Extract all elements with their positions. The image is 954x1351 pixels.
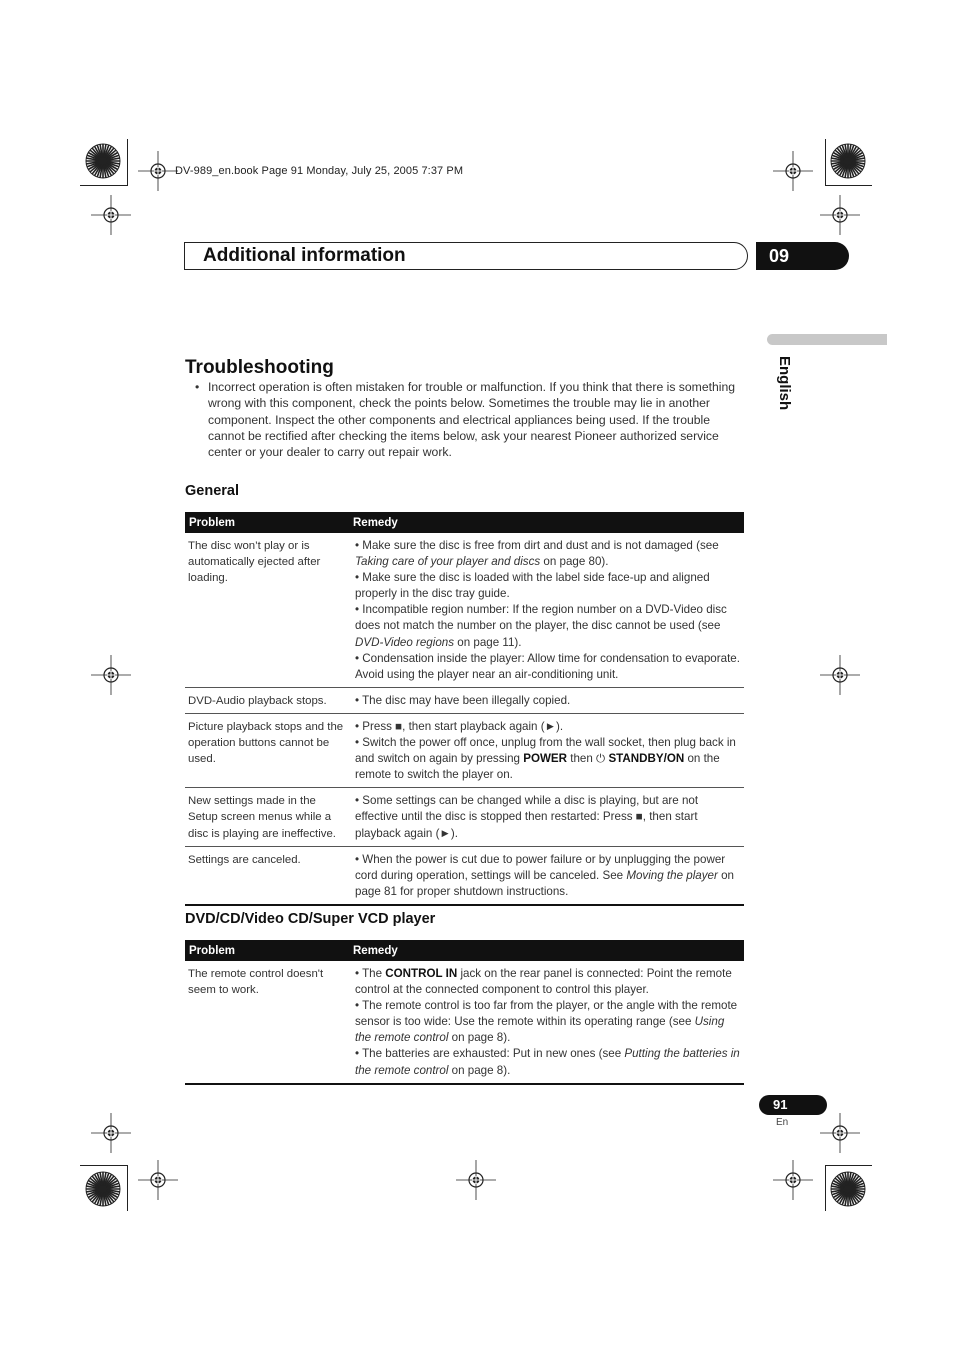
intro-text: Incorrect operation is often mistaken for trouble or malfunction. If you think that there is something wrong with this component, check the points below. Sometimes the trouble may lie in another component. Inspect the other components and electrical appliances being used. If the trouble cannot be rectified after checking the items below, ask your nearest Pioneer authorized service center or your dealer to carry out repair work. (208, 380, 736, 460)
remedy-cell (349, 687, 744, 713)
registration-mark-icon (773, 151, 813, 191)
registration-mark-icon (91, 1113, 131, 1153)
remedy-cell (349, 961, 744, 1084)
remedy-item: • Condensation inside the player: Allow time for condensation to evaporate. Avoid using the player near an air-conditioning unit. (355, 651, 740, 681)
problem-cell: New settings made in the Setup screen menus while a disc is playing are ineffective. (185, 788, 349, 846)
problem-cell: Settings are canceled. (185, 846, 349, 905)
general-heading: General (185, 483, 239, 499)
column-header-problem: Problem (185, 512, 349, 533)
remedy-item: • Make sure the disc is free from dirt and dust and is not damaged (see Taking care of your player and discs on page 80). (355, 539, 719, 569)
chapter-title: Additional information (203, 245, 406, 266)
problem-cell: DVD-Audio playback stops. (185, 687, 349, 713)
remedy-item: • Press ■, then start playback again (►). (355, 719, 564, 733)
registration-mark-icon (138, 1160, 178, 1200)
remedy-item: • Some settings can be changed while a disc is playing, but are not effective until the disc is stopped then restarted: Press ■, then start playback again (►). (355, 794, 699, 840)
registration-mark-icon (91, 195, 131, 235)
remedy-cell (349, 533, 744, 687)
remedy-item: • Incompatible region number: If the region number on a DVD-Video disc does not match the number on the player, the disc cannot be used (see DVD-Video regions on page 11). (355, 603, 727, 649)
trim-line (80, 185, 127, 186)
trim-line (80, 1165, 127, 1166)
color-target-icon (85, 143, 121, 179)
dvd-player-heading: DVD/CD/Video CD/Super VCD player (185, 911, 436, 927)
page-language-code: En (776, 1117, 789, 1128)
general-troubleshooting-table (185, 512, 744, 906)
intro-paragraph (195, 379, 745, 460)
table-row (185, 846, 744, 905)
table-row (185, 961, 744, 1084)
remedy-cell (349, 788, 744, 846)
color-target-icon (830, 143, 866, 179)
remedy-cell (349, 713, 744, 787)
bullet-icon: • (195, 380, 200, 394)
section-title: Troubleshooting (185, 357, 334, 378)
chapter-number: 09 (756, 242, 849, 270)
trim-line (127, 1165, 128, 1211)
remedy-item: • Make sure the disc is loaded with the label side face-up and aligned properly in the disc tray guide. (355, 571, 710, 601)
remedy-item: • The CONTROL IN jack on the rear panel is connected: Point the remote control at the connected component to control this player. (355, 967, 732, 997)
trim-line (825, 139, 826, 186)
registration-mark-icon (820, 195, 860, 235)
remedy-item: • Switch the power off once, unplug from the wall socket, then plug back in and switch on again by pressing POWER then ⏻ STANDBY/ON on the remote to switch the player on. (355, 736, 736, 782)
page-number: 91 (759, 1095, 827, 1115)
remedy-item: • The remote control is too far from the player, or the angle with the remote sensor is too wide: Use the remote within its operating range (see Using the remote control on page 8). (355, 999, 738, 1045)
trim-line (825, 185, 872, 186)
general-table-body (185, 533, 744, 905)
dvd-table-body (185, 961, 744, 1084)
trim-line (127, 139, 128, 186)
language-tab-label: English (776, 356, 793, 411)
registration-mark-icon (456, 1160, 496, 1200)
table-row (185, 788, 744, 846)
remedy-item: • When the power is cut due to power failure or by unplugging the power cord during operation, settings will be canceled. See Moving the player on page 81 for proper shutdown instructions. (355, 852, 734, 898)
column-header-remedy: Remedy (349, 512, 744, 533)
table-header-row (185, 512, 744, 533)
problem-cell: The remote control doesn't seem to work. (185, 961, 349, 1084)
trim-line (825, 1165, 872, 1166)
problem-cell: The disc won’t play or is automatically ejected after loading. (185, 533, 349, 687)
remedy-cell (349, 846, 744, 905)
problem-cell: Picture playback stops and the operation buttons cannot be used. (185, 713, 349, 787)
table-row (185, 713, 744, 787)
registration-mark-icon (773, 1160, 813, 1200)
table-row (185, 687, 744, 713)
table-row (185, 533, 744, 687)
trim-line (825, 1165, 826, 1211)
registration-mark-icon (820, 655, 860, 695)
color-target-icon (85, 1171, 121, 1207)
remedy-item: • The batteries are exhausted: Put in new ones (see Putting the batteries in the remote control on page 8). (355, 1047, 740, 1077)
language-tab-bar (767, 334, 887, 345)
dvd-troubleshooting-table (185, 940, 744, 1085)
remedy-item: • The disc may have been illegally copied. (355, 693, 571, 707)
registration-mark-icon (91, 655, 131, 695)
column-header-remedy: Remedy (349, 940, 744, 961)
color-target-icon (830, 1171, 866, 1207)
registration-mark-icon (820, 1113, 860, 1153)
book-file-header: DV-989_en.book Page 91 Monday, July 25, 2005 7:37 PM (175, 165, 464, 177)
column-header-problem: Problem (185, 940, 349, 961)
registration-mark-icon (138, 151, 178, 191)
table-header-row (185, 940, 744, 961)
